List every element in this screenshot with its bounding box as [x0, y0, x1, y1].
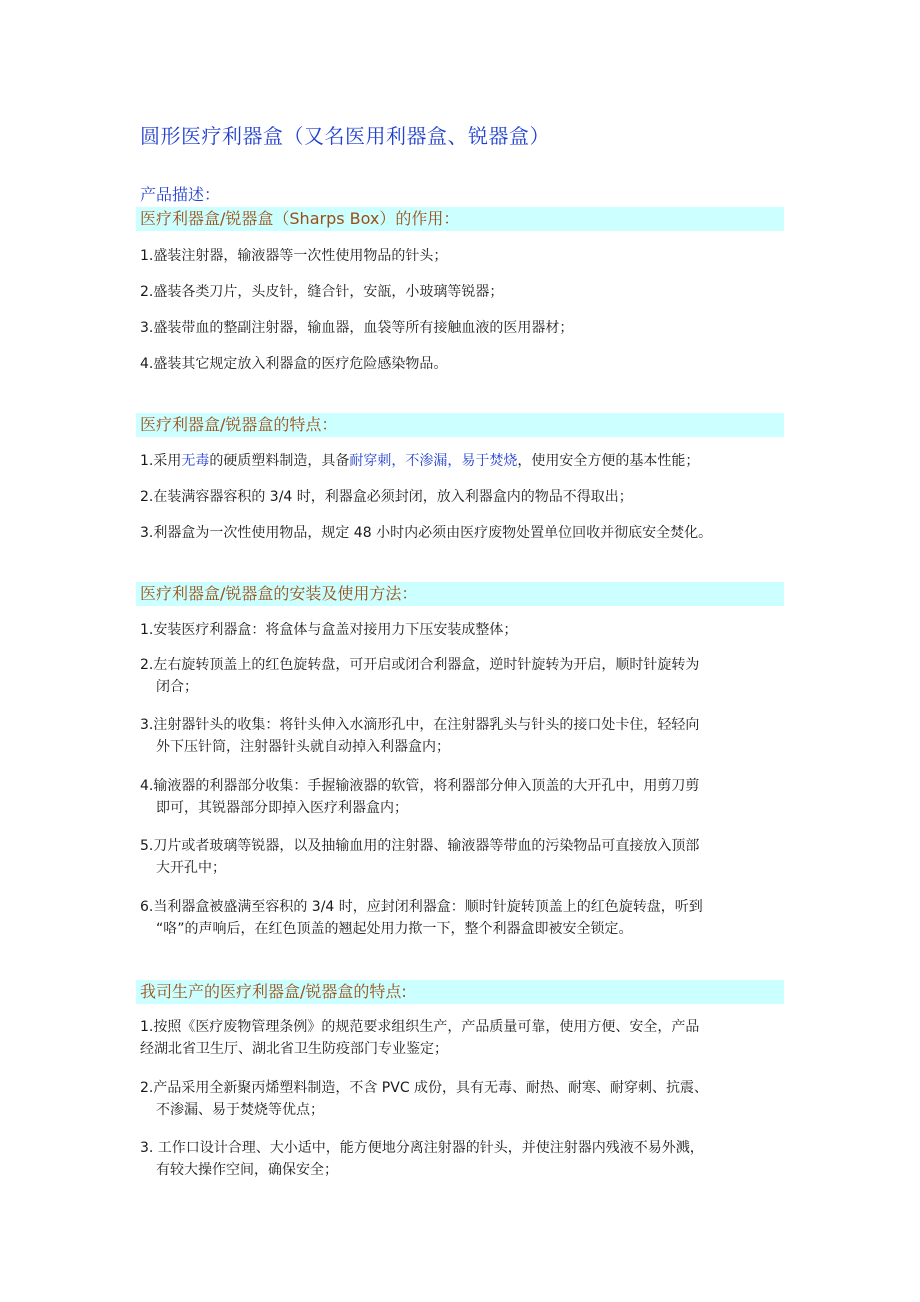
company-item-2-line-1: 2.产品采用全新聚丙烯塑料制造，不含 PVC 成份，具有无毒、耐热、耐寒、耐穿刺、抗震、: [140, 1080, 709, 1096]
company-item-1: [140, 1016, 784, 1060]
section-header-function: 医疗利器盒/锐器盒（Sharps Box）的作用：: [136, 207, 784, 231]
usage-item-4: [140, 775, 784, 819]
company-item-1-line-2: 经湖北省卫生厅、湖北省卫生防疫部门专业鉴定；: [140, 1041, 448, 1057]
company-item-1-line-1: 1.按照《医疗废物管理条例》的规范要求组织生产，产品质量可靠，使用方便、安全，产品: [140, 1019, 700, 1035]
usage-item-5-line-2: 大开孔中；: [156, 860, 226, 876]
usage-item-3-line-2: 外下压针筒，注射器针头就自动掉入利器盒内；: [156, 739, 450, 755]
company-item-2: [140, 1077, 784, 1121]
usage-item-4-line-2: 即可，其锐器部分即掉入医疗利器盒内；: [156, 800, 408, 816]
features-item-1-text-c: ，使用安全方便的基本性能；: [517, 453, 700, 469]
usage-item-3-line-1: 3.注射器针头的收集：将针头伸入水滴形孔中，在注射器乳头与针头的接口处卡住，轻轻向: [140, 717, 700, 733]
usage-item-6-line-1: 6.当利器盒被盛满至容积的 3/4 时，应封闭利器盒：顺时针旋转顶盖上的红色旋转盘，听到: [140, 899, 703, 915]
document-title: 圆形医疗利器盒（又名医用利器盒、锐器盒）: [140, 124, 550, 148]
usage-item-6: [140, 896, 784, 940]
features-item-2: 2.在装满容器容积的 3/4 时，利器盒必须封闭，放入利器盒内的物品不得取出；: [140, 489, 633, 505]
usage-item-5-line-1: 5.刀片或者玻璃等锐器，以及抽输血用的注射器、输液器等带血的污染物品可直接放入顶部: [140, 838, 700, 854]
section-header-company: 我司生产的医疗利器盒/锐器盒的特点:: [136, 980, 784, 1004]
company-item-2-line-2: 不渗漏、易于焚烧等优点；: [156, 1102, 324, 1118]
company-item-3-line-2: 有较大操作空间，确保安全；: [156, 1162, 338, 1178]
usage-item-1-line-1: 1.安装医疗利器盒：将盒体与盒盖对接用力下压安装成整体；: [140, 622, 518, 638]
usage-item-4-line-1: 4.输液器的利器部分收集：手握输液器的软管，将利器部分伸入顶盖的大开孔中，用剪刀剪: [140, 778, 700, 794]
usage-item-3: [140, 714, 784, 758]
section-header-usage: 医疗利器盒/锐器盒的安装及使用方法：: [136, 582, 784, 606]
features-item-1: [140, 450, 784, 472]
usage-item-2-line-2: 闭合；: [156, 679, 198, 695]
usage-item-1: [140, 619, 784, 641]
features-item-3: 3.利器盒为一次性使用物品，规定 48 小时内必须由医疗废物处置单位回收并彻底安全焚化。: [140, 525, 713, 541]
function-item-1: 1.盛装注射器，输液器等一次性使用物品的针头；: [140, 248, 448, 264]
usage-item-5: [140, 835, 784, 879]
company-item-3: [140, 1137, 784, 1181]
section-header-features: 医疗利器盒/锐器盒的特点：: [136, 413, 784, 437]
features-item-1-emphasis-b: 耐穿刺，不渗漏，易于焚烧: [349, 453, 518, 469]
function-item-2: 2.盛装各类刀片，头皮针，缝合针，安瓿，小玻璃等锐器；: [140, 284, 504, 300]
features-item-1-text-a: 1.采用: [140, 453, 182, 469]
features-item-1-emphasis-a: 无毒: [181, 453, 210, 469]
company-item-3-line-1: 3. 工作口设计合理、大小适中，能方便地分离注射器的针头，并使注射器内残液不易外溅，: [140, 1140, 704, 1156]
usage-item-6-line-2: “咯”的声响后，在红色顶盖的翘起处用力揿一下，整个利器盒即被安全锁定。: [156, 921, 633, 937]
function-item-4: 4.盛装其它规定放入利器盒的医疗危险感染物品。: [140, 356, 448, 372]
description-label: 产品描述：: [140, 185, 221, 204]
usage-item-2-line-1: 2.左右旋转顶盖上的红色旋转盘，可开启或闭合利器盒，逆时针旋转为开启，顺时针旋转为: [140, 657, 700, 673]
usage-item-2: [140, 654, 784, 698]
features-item-1-text-b: 的硬质塑料制造，具备: [209, 453, 350, 469]
function-item-3: 3.盛装带血的整副注射器，输血器，血袋等所有接触血液的医用器材；: [140, 320, 574, 336]
